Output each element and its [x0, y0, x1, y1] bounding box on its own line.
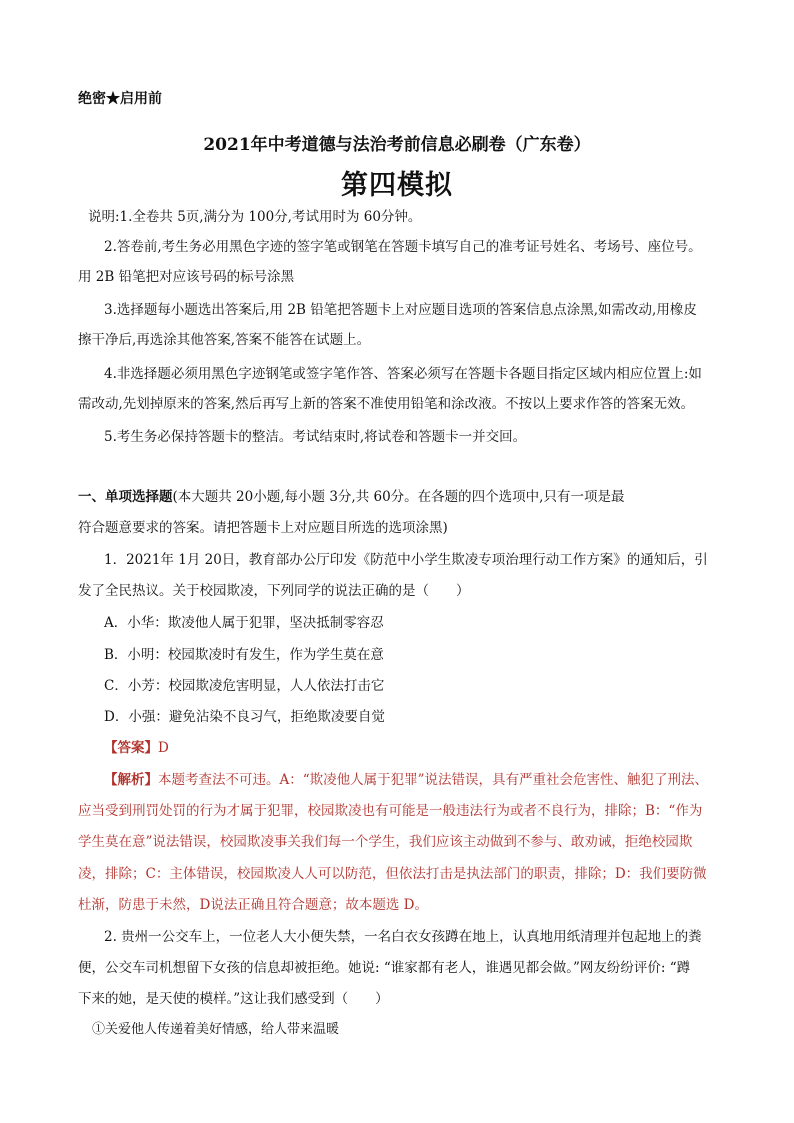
q1-answer-line — [104, 738, 169, 758]
q1-analysis-line-2: 应当受到刑罚处罚的行为才属于犯罪，校园欺凌也有可能是一般违法行为或者不良行为，排除；B：“作为 — [78, 803, 703, 819]
q1-analysis-line-1 — [104, 770, 708, 790]
instruction-4-line-1: 4.非选择题必须用黑色字迹钢笔或签字笔作答、答案必须写在答题卡各题目指定区域内相应位置上:如 — [104, 366, 702, 382]
q1-analysis-tag: 【解析】 — [104, 772, 158, 788]
section-1-desc-2: 符合题意要求的答案。请把答题卡上对应题目所选的选项涂黑) — [78, 520, 448, 536]
instruction-5: 5.考生务必保持答题卡的整洁。考试结束时,将试卷和答题卡一并交回。 — [104, 429, 527, 445]
q2-item-1: ①关爱他人传递着美好情感，给人带来温暖 — [92, 1022, 340, 1037]
instruction-2-line-2: 用 2B 铅笔把对应该号码的标号涂黑 — [78, 269, 295, 285]
instruction-4-line-2: 需改动,先划掉原来的答案,然后再写上新的答案不准使用铅笔和涂改液。不按以上要求作答的答案无效。 — [78, 396, 695, 412]
q1-answer-tag: 【答案】 — [104, 740, 158, 756]
instruction-1: 说明:1.全卷共 5页,满分为 100分,考试用时为 60分钟。 — [88, 209, 422, 225]
instruction-3-line-1: 3.选择题每小题选出答案后,用 2B 铅笔把答题卡上对应题目选项的答案信息点涂黑,如需改动,用橡皮 — [104, 302, 697, 318]
q1-option-b: B．小明：校园欺凌时有发生，作为学生莫在意 — [104, 647, 384, 663]
q2-stem-line-1: 2. 贵州一公交车上，一位老人大小便失禁，一名白衣女孩蹲在地上，认真地用纸清理并包起地上的粪 — [104, 929, 702, 945]
q2-stem-line-3: 下来的她，是天使的模样。”这让我们感受到（ ） — [78, 991, 389, 1007]
instruction-3-line-2: 擦干净后,再选涂其他答案,答案不能答在试题上。 — [78, 332, 371, 348]
exam-subtitle: 第四模拟 — [341, 170, 453, 201]
q1-answer: D — [158, 740, 169, 756]
secret-mark: 绝密★启用前 — [78, 91, 162, 107]
exam-title: 2021年中考道德与法治考前信息必刷卷（广东卷） — [203, 135, 591, 155]
q1-analysis-line-3: 学生莫在意”说法错误，校园欺凌事关我们每一个学生，我们应该主动做到不参与、敢劝诫，拒绝校园欺 — [78, 834, 693, 850]
instruction-2-line-1: 2.答卷前,考生务必用黑色字迹的签字笔或钢笔在答题卡填写自己的准考证号姓名、考场号、座位号。 — [104, 239, 702, 255]
q1-stem-line-2: 发了全民热议。关于校园欺凌，下列同学的说法正确的是（ ） — [78, 583, 470, 599]
q1-option-c: C．小芳：校园欺凌危害明显，人人依法打击它 — [104, 678, 385, 694]
q1-analysis-line-4: 凌，排除；C：主体错误，校园欺凌人人可以防范，但依法打击是执法部门的职责，排除；D：我们要防微 — [78, 866, 707, 882]
section-1-desc-1: (本大题共 20小题,每小题 3分,共 60分。在各题的四个选项中,只有一项是最 — [172, 489, 625, 505]
q1-analysis-line-5: 杜渐，防患于未然，D说法正确且符合题意；故本题选 D。 — [78, 897, 428, 913]
q1-option-a: A．小华：欺凌他人属于犯罪，坚决抵制零容忍 — [104, 615, 384, 631]
section-1-line-1 — [78, 487, 624, 507]
q1-analysis-text-1: 本题考查法不可违。A：“欺凌他人属于犯罪”说法错误，具有严重社会危害性、触犯了刑法、 — [158, 772, 709, 788]
section-1-heading: 一、单项选择题 — [78, 489, 173, 505]
q2-stem-line-2: 便，公交车司机想留下女孩的信息却被拒绝。她说: “谁家都有老人，谁遇见都会做。”网友纷纷评价: “蹲 — [78, 960, 691, 976]
q1-stem-line-1: 1．2021年 1月 20日，教育部办公厅印发《防范中小学生欺凌专项治理行动工作方案》的通知后，引 — [104, 552, 708, 568]
q1-option-d: D．小强：避免沾染不良习气，拒绝欺凌要自觉 — [104, 709, 385, 725]
